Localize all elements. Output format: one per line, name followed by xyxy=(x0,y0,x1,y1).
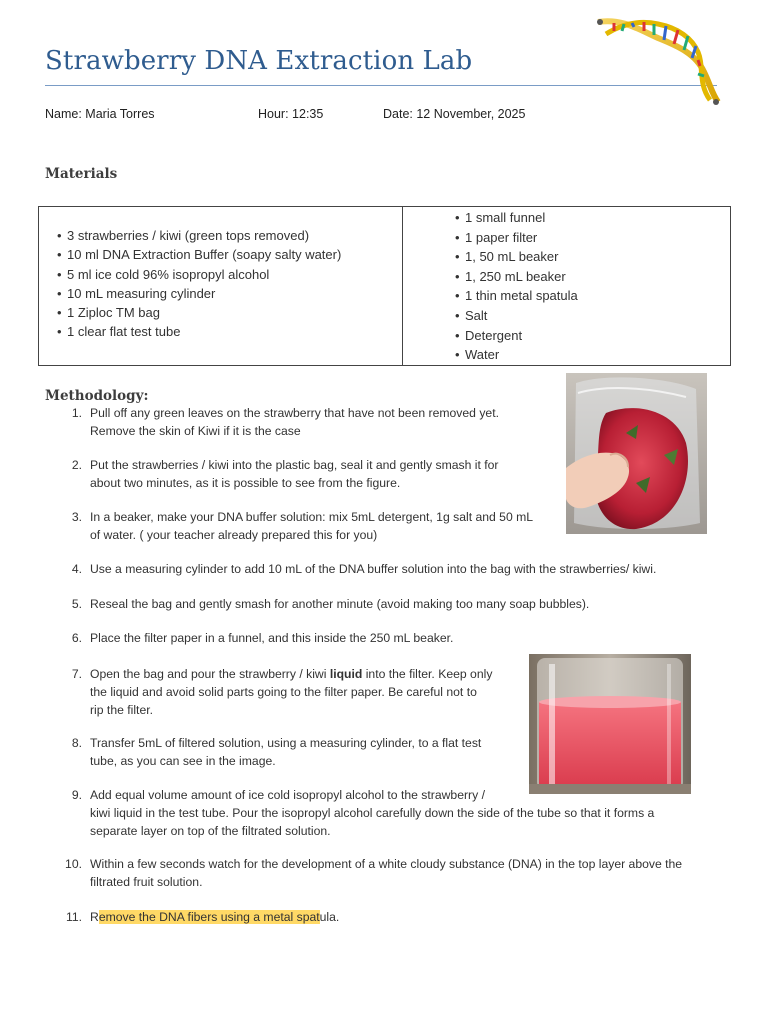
highlighted-text: emove the DNA fibers using a metal spat xyxy=(98,910,320,924)
methodology-heading: Methodology: xyxy=(45,388,149,404)
list-item: • Detergent xyxy=(455,327,523,343)
list-item: • Salt xyxy=(455,307,488,323)
list-item: • 3 strawberries / kiwi (green tops removed) xyxy=(57,228,310,243)
lab-worksheet: Strawberry DNA Extraction Lab Name: Maria Torres Hour: 12:35 Date: 12 November, 2025 Materials • 3 strawberries / kiwi (green tops removed) • 10 ml DNA Extraction Buffer (soapy salty water) • 5 ml ice cold 96% isopropyl alcohol • 10 mL measuring cylinder • 1 Ziploc TM bag • 1 clear flat test tube • 1 small funnel • 1 paper filter • 1, 50 mL beaker • 1, 250 mL beaker • 1 thin metal spatula • Salt • Detergent • Water Methodology: 1. Pull off any green leaves on the strawberry that have not been removed yet. Remove the skin of Kiwi if it is the case 2. Put the strawberries / kiwi into the plastic bag, seal it and gently smash it for about two minutes, as it is possible to see from the figure. 3. In a beaker, make your DNA buffer solution: mix 5mL detergent, 1g salt and 50 mL of water. ( your teacher already prepared this for you) 4. Use a measuring cylinder to add 10 mL of the DNA buffer solution into the bag with the strawberries/ kiwi. 5. Reseal the bag and gently smash for another minute (avoid making too many soap bubbles). 6. Place the filter paper in a funnel, and this inside the 250 mL beaker. 7. Open the bag and pour the strawberry / kiwi liquid into the filter. Keep only the liquid and avoid solid parts going to the filter paper. Be careful not to rip the filter. 8. Transfer 5mL of filtered solution, using a measuring cylinder, to a flat test tube, as you can see in the image. 9. Add equal volume amount of ice cold isopropyl alcohol to the strawberry / kiwi liquid in the test tube. Pour the isopropyl alcohol carefully down the side of the tube so that it forms a separate layer on top of the filtrated solution. 10. Within a few seconds watch for the development of a white cloudy substance (DNA) in the top layer above the filtrated fruit solution. 11. Remove the DNA fibers using a metal spatula. xyxy=(0,0,768,1024)
materials-right-column xyxy=(403,207,731,366)
lab-date: Date: 12 November, 2025 xyxy=(383,107,526,121)
list-item: • 10 ml DNA Extraction Buffer (soapy salty water) xyxy=(57,247,342,263)
list-item: • Water xyxy=(455,347,500,363)
list-item: • 1 small funnel xyxy=(455,210,546,225)
materials-left-column xyxy=(39,207,403,366)
list-item: • 1 paper filter xyxy=(455,229,538,245)
dna-helix-icon xyxy=(592,14,727,106)
list-item: • 1 clear flat test tube xyxy=(57,324,181,340)
list-item: • 1, 50 mL beaker xyxy=(455,249,559,265)
page-title: Strawberry DNA Extraction Lab xyxy=(45,46,473,76)
materials-table xyxy=(38,206,731,366)
list-item: • 1, 250 mL beaker xyxy=(455,268,566,284)
materials-heading: Materials xyxy=(45,166,118,182)
list-item: • 1 Ziploc TM bag xyxy=(57,305,160,321)
class-hour: Hour: 12:35 xyxy=(258,107,324,121)
strawberries-in-bag-photo xyxy=(566,373,707,534)
filtered-liquid-beaker-photo xyxy=(529,654,691,794)
list-item: • 1 thin metal spatula xyxy=(455,288,578,304)
student-name: Name: Maria Torres xyxy=(45,107,155,121)
list-item: • 10 mL measuring cylinder xyxy=(57,285,216,301)
list-item: • 5 ml ice cold 96% isopropyl alcohol xyxy=(57,266,270,282)
